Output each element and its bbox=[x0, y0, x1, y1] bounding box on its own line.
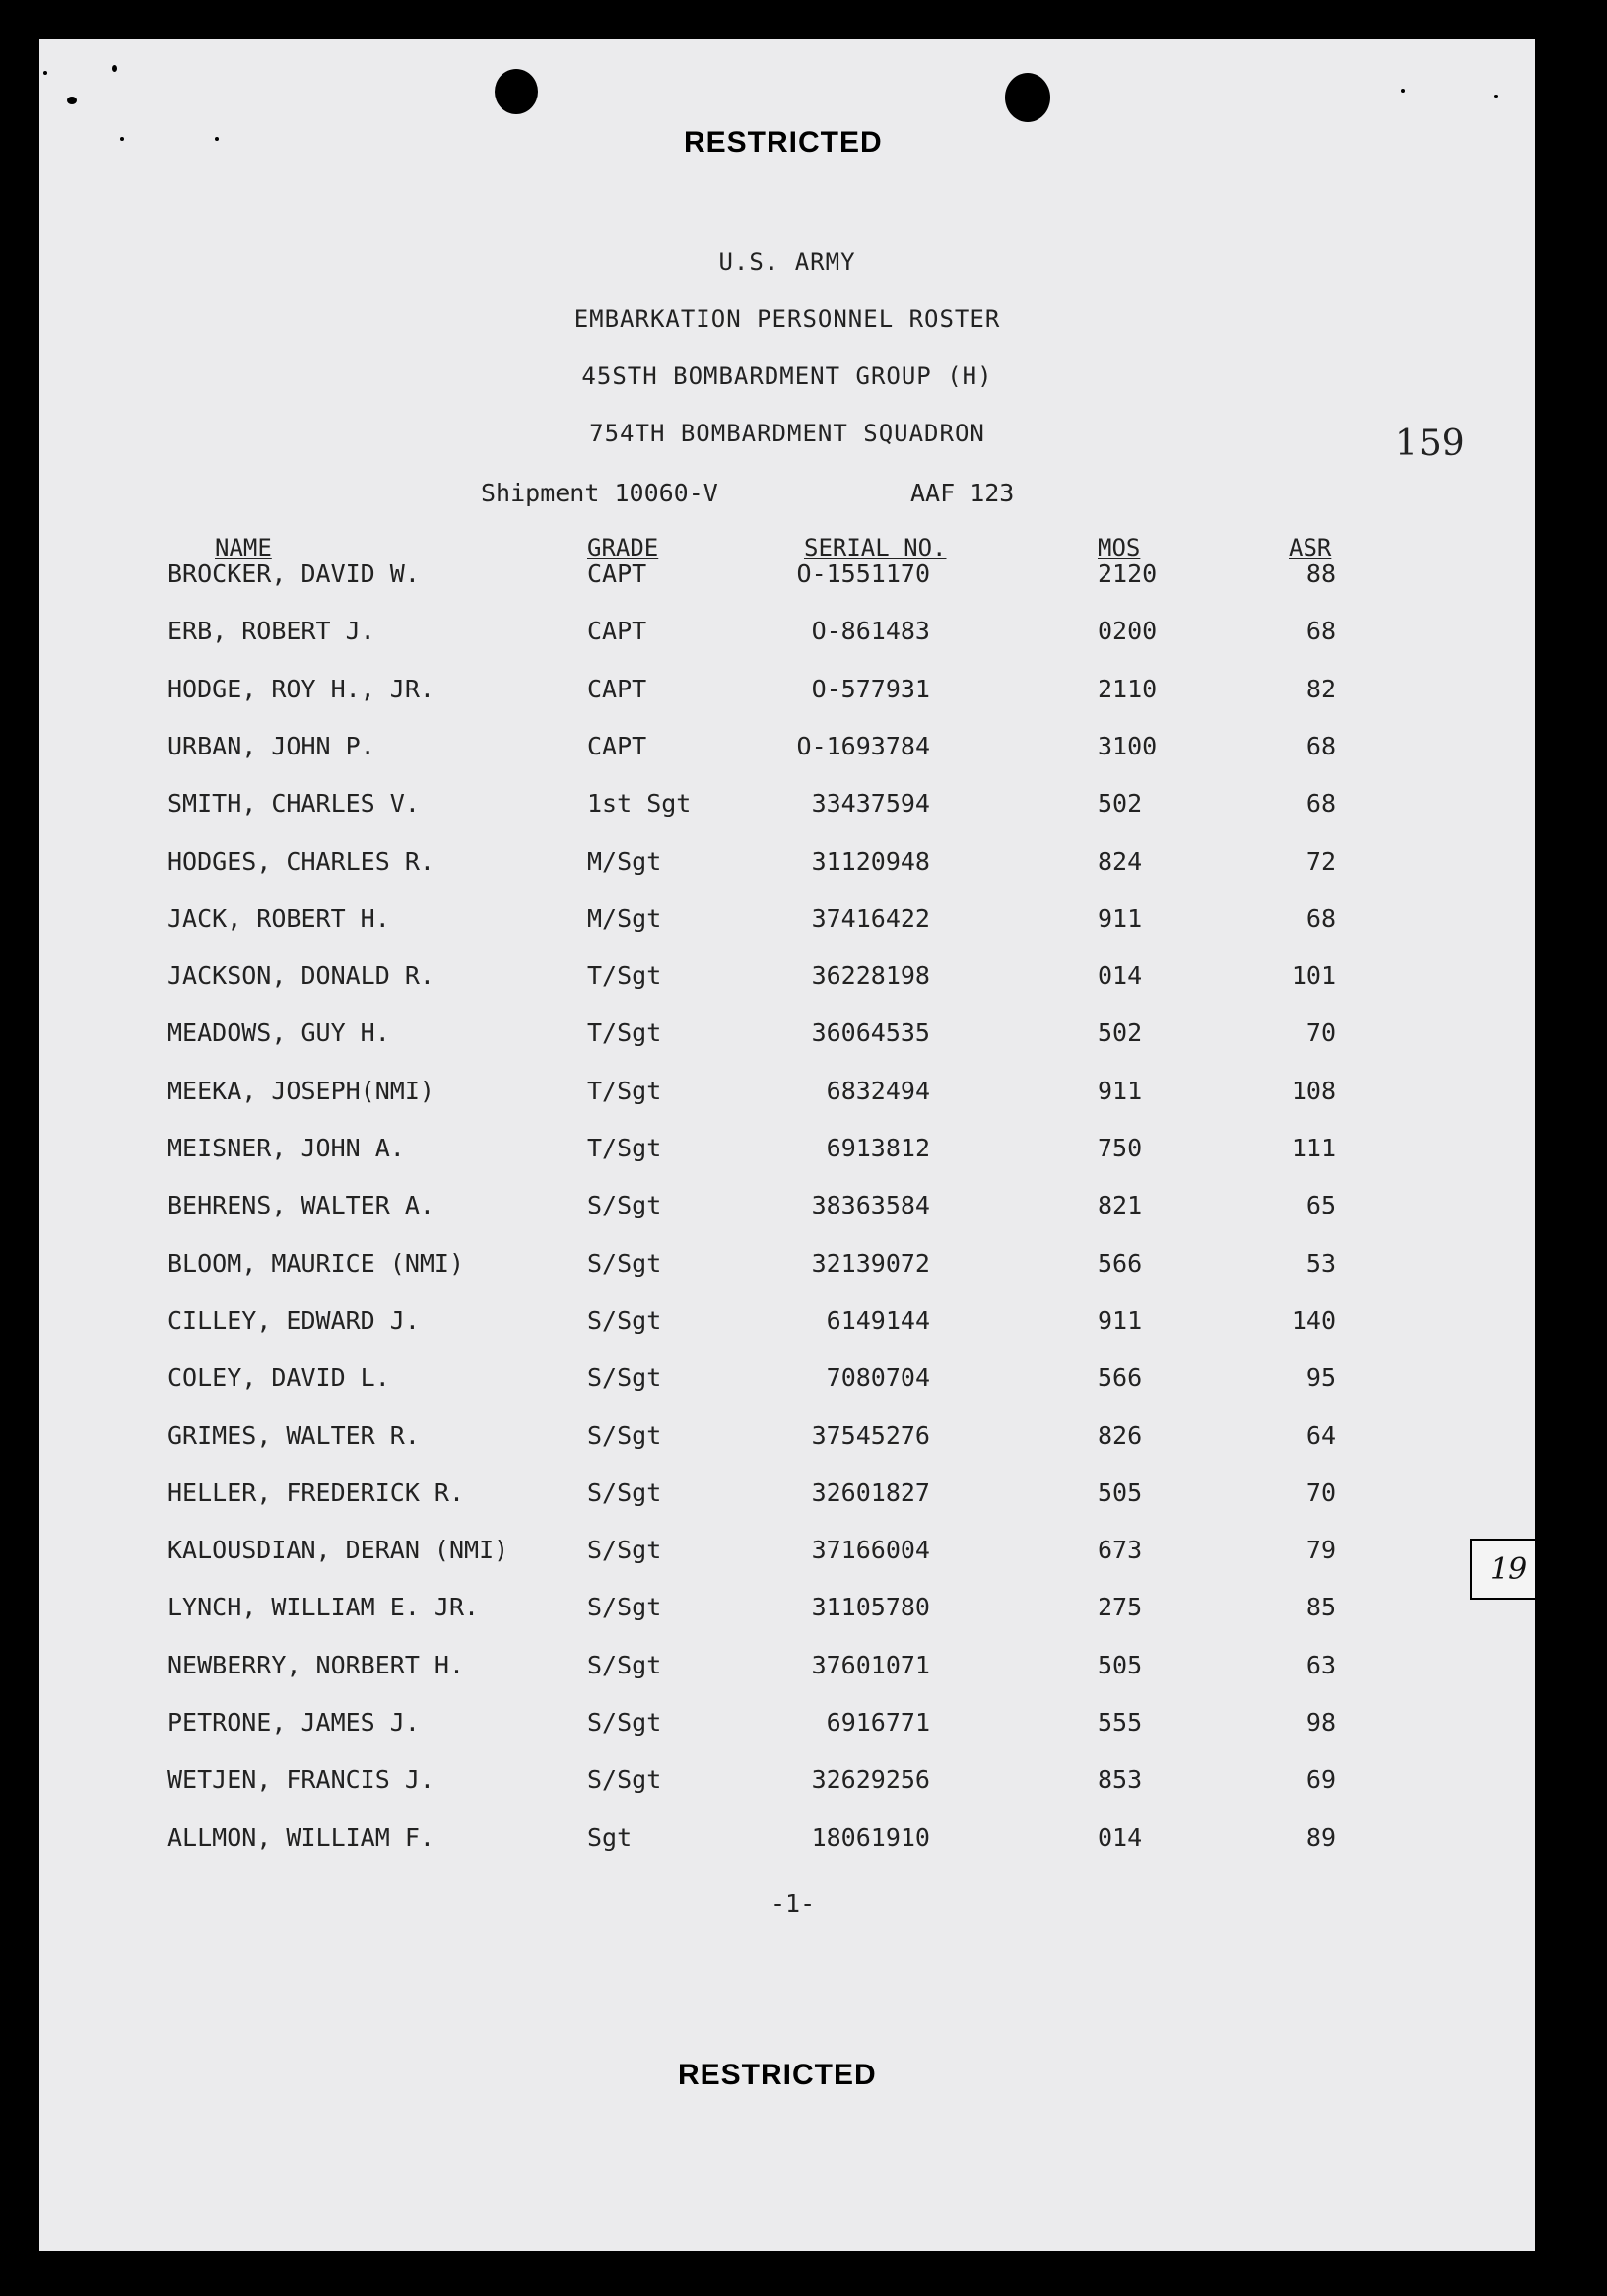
row-name: URBAN, JOHN P. bbox=[167, 732, 375, 760]
row-serial: 31120948 bbox=[811, 847, 930, 876]
row-grade: S/Sgt bbox=[587, 1593, 662, 1621]
row-asr: 68 bbox=[1306, 904, 1336, 933]
row-name: HODGE, ROY H., JR. bbox=[167, 675, 435, 703]
row-grade: S/Sgt bbox=[587, 1478, 662, 1507]
row-name: JACK, ROBERT H. bbox=[167, 904, 390, 933]
row-mos: 505 bbox=[1098, 1478, 1143, 1507]
punch-hole-right bbox=[1005, 73, 1050, 122]
row-mos: 911 bbox=[1098, 904, 1143, 933]
row-asr: 70 bbox=[1306, 1018, 1336, 1047]
row-grade: S/Sgt bbox=[587, 1765, 662, 1794]
title-line-roster: EMBARKATION PERSONNEL ROSTER bbox=[573, 305, 1001, 333]
row-mos: 275 bbox=[1098, 1593, 1143, 1621]
row-serial: O-1551170 bbox=[796, 559, 930, 588]
row-serial: 37166004 bbox=[811, 1536, 930, 1564]
row-mos: 555 bbox=[1098, 1708, 1143, 1737]
row-serial: 31105780 bbox=[811, 1593, 930, 1621]
row-serial: 6149144 bbox=[826, 1306, 930, 1335]
row-asr: 64 bbox=[1306, 1421, 1336, 1450]
row-name: HELLER, FREDERICK R. bbox=[167, 1478, 465, 1507]
row-serial: 36064535 bbox=[811, 1018, 930, 1047]
speck bbox=[120, 137, 124, 141]
row-asr: 79 bbox=[1306, 1536, 1336, 1564]
apo-number: AAF 123 bbox=[910, 479, 1015, 507]
row-asr: 95 bbox=[1306, 1363, 1336, 1392]
row-grade: S/Sgt bbox=[587, 1421, 662, 1450]
row-asr: 111 bbox=[1291, 1134, 1336, 1162]
row-mos: 2120 bbox=[1098, 559, 1158, 588]
row-serial: O-861483 bbox=[811, 617, 930, 645]
row-asr: 68 bbox=[1306, 789, 1336, 818]
row-asr: 68 bbox=[1306, 732, 1336, 760]
row-name: MEADOWS, GUY H. bbox=[167, 1018, 390, 1047]
row-serial: 32601827 bbox=[811, 1478, 930, 1507]
speck bbox=[112, 65, 117, 72]
row-grade: Sgt bbox=[587, 1823, 633, 1852]
speck bbox=[43, 71, 47, 75]
row-mos: 750 bbox=[1098, 1134, 1143, 1162]
row-grade: S/Sgt bbox=[587, 1651, 662, 1679]
row-name: KALOUSDIAN, DERAN (NMI) bbox=[167, 1536, 509, 1564]
row-asr: 85 bbox=[1306, 1593, 1336, 1621]
corner-page-number: 159 bbox=[1395, 424, 1466, 464]
row-name: SMITH, CHARLES V. bbox=[167, 789, 420, 818]
row-name: JACKSON, DONALD R. bbox=[167, 961, 435, 990]
row-mos: 014 bbox=[1098, 961, 1143, 990]
row-grade: S/Sgt bbox=[587, 1306, 662, 1335]
row-serial: 33437594 bbox=[811, 789, 930, 818]
title-line-squadron: 754TH BOMBARDMENT SQUADRON bbox=[589, 420, 985, 447]
row-grade: S/Sgt bbox=[587, 1363, 662, 1392]
row-name: MEISNER, JOHN A. bbox=[167, 1134, 405, 1162]
row-serial: 38363584 bbox=[811, 1191, 930, 1219]
row-name: NEWBERRY, NORBERT H. bbox=[167, 1651, 465, 1679]
row-mos: 826 bbox=[1098, 1421, 1143, 1450]
row-grade: CAPT bbox=[587, 559, 647, 588]
row-name: PETRONE, JAMES J. bbox=[167, 1708, 420, 1737]
row-mos: 673 bbox=[1098, 1536, 1143, 1564]
header-restricted-stamp: RESTRICTED bbox=[684, 126, 883, 159]
side-tag bbox=[1470, 1539, 1535, 1600]
row-grade: S/Sgt bbox=[587, 1191, 662, 1219]
row-mos: 502 bbox=[1098, 1018, 1143, 1047]
row-mos: 014 bbox=[1098, 1823, 1143, 1852]
row-mos: 911 bbox=[1098, 1306, 1143, 1335]
row-asr: 70 bbox=[1306, 1478, 1336, 1507]
row-asr: 53 bbox=[1306, 1249, 1336, 1278]
row-asr: 82 bbox=[1306, 675, 1336, 703]
row-serial: 7080704 bbox=[826, 1363, 930, 1392]
row-asr: 65 bbox=[1306, 1191, 1336, 1219]
row-mos: 821 bbox=[1098, 1191, 1143, 1219]
column-header-name: NAME bbox=[215, 534, 272, 561]
row-grade: T/Sgt bbox=[587, 1134, 662, 1162]
row-name: LYNCH, WILLIAM E. JR. bbox=[167, 1593, 480, 1621]
row-serial: 6913812 bbox=[826, 1134, 930, 1162]
row-serial: 37601071 bbox=[811, 1651, 930, 1679]
row-serial: 6832494 bbox=[826, 1077, 930, 1105]
row-name: GRIMES, WALTER R. bbox=[167, 1421, 420, 1450]
row-serial: 18061910 bbox=[811, 1823, 930, 1852]
row-asr: 140 bbox=[1291, 1306, 1336, 1335]
row-grade: S/Sgt bbox=[587, 1708, 662, 1737]
row-asr: 72 bbox=[1306, 847, 1336, 876]
row-asr: 89 bbox=[1306, 1823, 1336, 1852]
row-grade: CAPT bbox=[587, 732, 647, 760]
row-grade: S/Sgt bbox=[587, 1536, 662, 1564]
row-grade: CAPT bbox=[587, 675, 647, 703]
row-name: ERB, ROBERT J. bbox=[167, 617, 375, 645]
row-asr: 69 bbox=[1306, 1765, 1336, 1794]
row-serial: 37545276 bbox=[811, 1421, 930, 1450]
footer-restricted-stamp: RESTRICTED bbox=[678, 2059, 877, 2091]
row-name: HODGES, CHARLES R. bbox=[167, 847, 435, 876]
side-tag-number: 19 bbox=[1490, 1552, 1528, 1587]
speck bbox=[67, 97, 77, 104]
row-grade: 1st Sgt bbox=[587, 789, 692, 818]
row-serial: 32629256 bbox=[811, 1765, 930, 1794]
row-name: ALLMON, WILLIAM F. bbox=[167, 1823, 435, 1852]
row-name: BROCKER, DAVID W. bbox=[167, 559, 420, 588]
title-line-group: 45STH BOMBARDMENT GROUP (H) bbox=[581, 362, 993, 390]
row-serial: O-1693784 bbox=[796, 732, 930, 760]
row-name: BLOOM, MAURICE (NMI) bbox=[167, 1249, 465, 1278]
row-asr: 101 bbox=[1291, 961, 1336, 990]
row-mos: 566 bbox=[1098, 1363, 1143, 1392]
row-name: CILLEY, EDWARD J. bbox=[167, 1306, 420, 1335]
speck bbox=[215, 137, 219, 141]
column-header-serial: SERIAL NO. bbox=[804, 534, 947, 561]
column-header-asr: ASR bbox=[1289, 534, 1332, 561]
row-mos: 911 bbox=[1098, 1077, 1143, 1105]
row-serial: O-577931 bbox=[811, 675, 930, 703]
row-serial: 32139072 bbox=[811, 1249, 930, 1278]
roster-page bbox=[39, 39, 1535, 2251]
row-grade: CAPT bbox=[587, 617, 647, 645]
row-asr: 68 bbox=[1306, 617, 1336, 645]
row-grade: S/Sgt bbox=[587, 1249, 662, 1278]
speck bbox=[1494, 95, 1498, 98]
row-asr: 88 bbox=[1306, 559, 1336, 588]
row-asr: 108 bbox=[1291, 1077, 1336, 1105]
row-mos: 0200 bbox=[1098, 617, 1158, 645]
title-line-army: U.S. ARMY bbox=[718, 248, 856, 276]
row-mos: 853 bbox=[1098, 1765, 1143, 1794]
row-grade: M/Sgt bbox=[587, 904, 662, 933]
row-name: COLEY, DAVID L. bbox=[167, 1363, 390, 1392]
punch-hole-left bbox=[495, 69, 538, 114]
row-asr: 98 bbox=[1306, 1708, 1336, 1737]
row-grade: T/Sgt bbox=[587, 1077, 662, 1105]
row-mos: 824 bbox=[1098, 847, 1143, 876]
row-serial: 37416422 bbox=[811, 904, 930, 933]
shipment-number: Shipment 10060-V bbox=[481, 479, 718, 507]
row-serial: 36228198 bbox=[811, 961, 930, 990]
row-asr: 63 bbox=[1306, 1651, 1336, 1679]
row-serial: 6916771 bbox=[826, 1708, 930, 1737]
row-grade: M/Sgt bbox=[587, 847, 662, 876]
page-number: -1- bbox=[770, 1889, 816, 1918]
row-mos: 2110 bbox=[1098, 675, 1158, 703]
row-name: WETJEN, FRANCIS J. bbox=[167, 1765, 435, 1794]
speck bbox=[1401, 89, 1405, 93]
column-header-grade: GRADE bbox=[587, 534, 659, 561]
row-mos: 566 bbox=[1098, 1249, 1143, 1278]
row-mos: 3100 bbox=[1098, 732, 1158, 760]
row-grade: T/Sgt bbox=[587, 961, 662, 990]
row-name: BEHRENS, WALTER A. bbox=[167, 1191, 435, 1219]
row-name: MEEKA, JOSEPH(NMI) bbox=[167, 1077, 435, 1105]
row-mos: 505 bbox=[1098, 1651, 1143, 1679]
row-mos: 502 bbox=[1098, 789, 1143, 818]
row-grade: T/Sgt bbox=[587, 1018, 662, 1047]
column-header-mos: MOS bbox=[1098, 534, 1141, 561]
